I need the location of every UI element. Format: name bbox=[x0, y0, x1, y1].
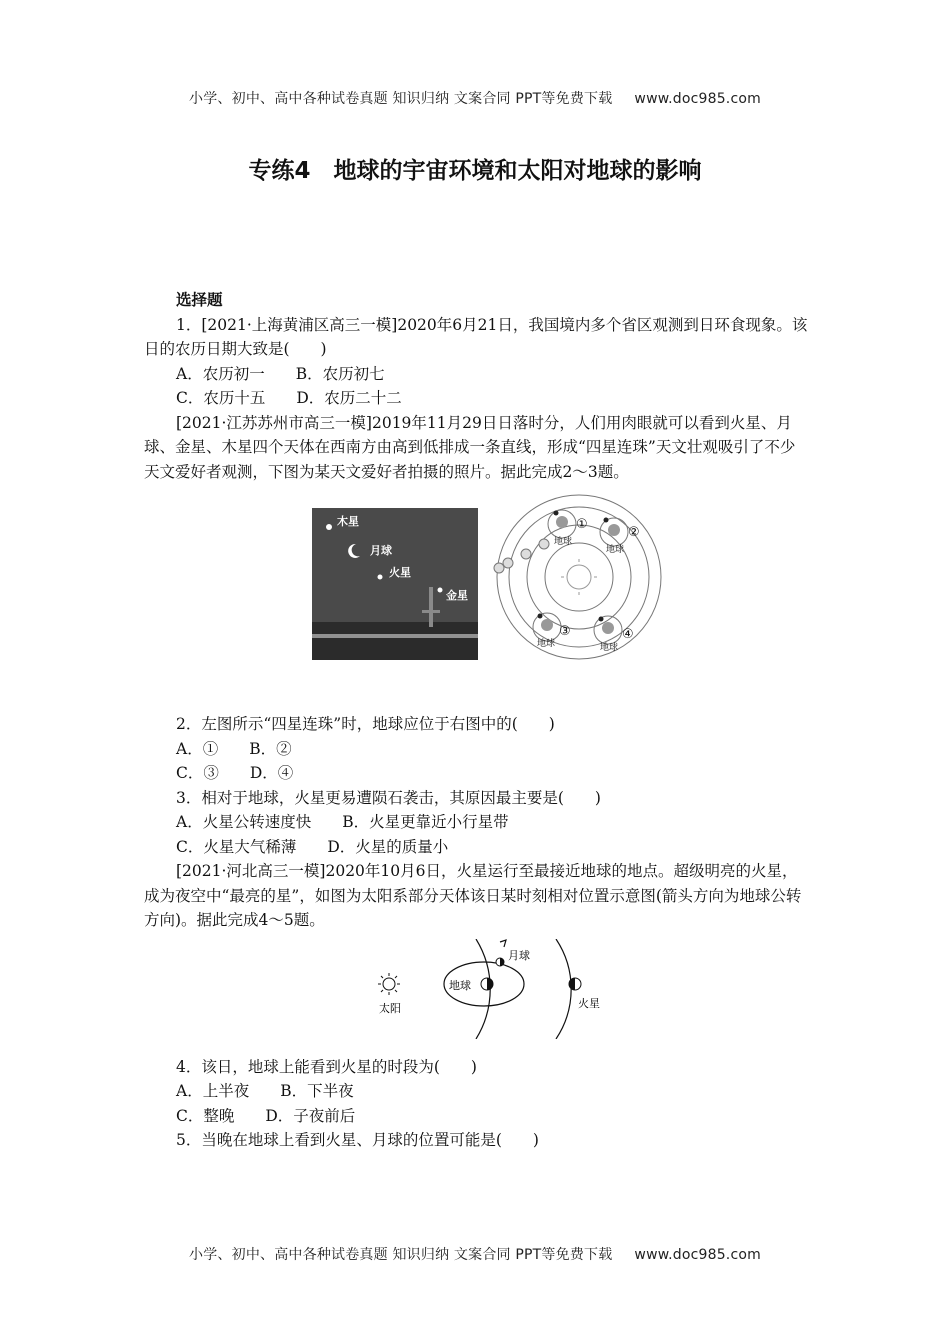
figure-2 bbox=[144, 939, 808, 1039]
passage-2-3: [2021·江苏苏州市高三一模]2019年11月29日日落时分，人们用肉眼就可以看到火星、月球、金星、木星四个天体在西南方由高到低排成一条直线，形成“四星连珠”天文壮观吸引了不少天文爱好者观测，下图为某天文爱好者拍摄的照片。据此完成2～3题。 bbox=[144, 413, 796, 481]
question-4-stem: 4．该日，地球上能看到火星的时段为( ) bbox=[176, 1057, 477, 1076]
question-4-options-ab: A．上半夜 B．下半夜 bbox=[176, 1082, 354, 1100]
sun-icon bbox=[567, 565, 591, 589]
label-jupiter: 木星 bbox=[337, 515, 359, 528]
label-venus: 金星 bbox=[446, 589, 468, 602]
question-2-options-cd: C．③ D．④ bbox=[176, 764, 294, 782]
question-3-options-cd: C．火星大气稀薄 D．火星的质量小 bbox=[176, 837, 449, 856]
header-banner bbox=[0, 88, 950, 108]
position-marker-4: ④ bbox=[622, 627, 634, 642]
figure-1 bbox=[144, 492, 808, 692]
label-moon: 月球 bbox=[370, 544, 392, 557]
question-2-stem: 2．左图所示“四星连珠”时，地球应位于右图中的( ) bbox=[176, 715, 555, 733]
figure-1-svg bbox=[144, 492, 808, 692]
question-4-options-cd: C．整晚 D．子夜前后 bbox=[176, 1106, 356, 1125]
question-1-options-cd: C．农历十五 D．农历二十二 bbox=[176, 389, 402, 407]
question-1-options-ab: A．农历初一 B．农历初七 bbox=[176, 364, 385, 383]
orbit-earth-label-4: 地球 bbox=[600, 643, 619, 653]
exam-content bbox=[144, 288, 808, 1153]
position-marker-2: ② bbox=[628, 525, 640, 540]
question-3-options-ab: A．火星公转速度快 B．火星更靠近小行星带 bbox=[176, 813, 509, 831]
question-3-stem: 3．相对于地球，火星更易遭陨石袭击，其原因最主要是( ) bbox=[176, 788, 601, 807]
question-1-stem: 1．[2021·上海黄浦区高三一模]2020年6月21日，我国境内多个省区观测到日环食现象。该日的农历日期大致是( ) bbox=[144, 315, 808, 358]
jupiter-dot bbox=[326, 524, 332, 530]
orbit-earth-label-2: 地球 bbox=[606, 545, 625, 555]
header-site-link[interactable]: www.doc985.com bbox=[634, 91, 761, 107]
orbit-earth-label-3: 地球 bbox=[537, 639, 556, 649]
footer-site-link[interactable]: www.doc985.com bbox=[634, 1247, 761, 1263]
question-5-stem: 5．当晚在地球上看到火星、月球的位置可能是( ) bbox=[176, 1131, 539, 1149]
passage-4-5: [2021·河北高三一模]2020年10月6日，火星运行至最接近地球的地点。超级明亮的火星，成为夜空中“最亮的星”，如图为太阳系部分天体该日某时刻相对位置示意图(箭头方向为地球公转方向)。据此完成4～5题。 bbox=[144, 862, 802, 929]
footer-banner-text: 小学、初中、高中各种试卷真题 知识归纳 文案合同 PPT等免费下载 bbox=[189, 1247, 613, 1263]
fig2-label-earth: 地球 bbox=[449, 978, 471, 992]
sun-icon bbox=[378, 973, 400, 995]
figure-2-svg bbox=[144, 939, 808, 1039]
night-sky-photo bbox=[312, 508, 478, 660]
question-2-options-ab: A．① B．② bbox=[176, 739, 292, 758]
position-marker-1: ① bbox=[576, 517, 588, 532]
mars-dot bbox=[378, 575, 383, 580]
label-mars: 火星 bbox=[389, 566, 411, 579]
venus-dot bbox=[438, 588, 443, 593]
position-marker-3: ③ bbox=[559, 624, 571, 639]
fig2-label-sun: 太阳 bbox=[379, 1001, 401, 1015]
fig2-label-mars: 火星 bbox=[578, 996, 600, 1010]
page-title: 专练4 地球的宇宙环境和太阳对地球的影响 bbox=[248, 158, 702, 184]
footer-banner bbox=[0, 1244, 950, 1264]
fig2-label-moon: 月球 bbox=[508, 948, 530, 962]
header-banner-text: 小学、初中、高中各种试卷真题 知识归纳 文案合同 PPT等免费下载 bbox=[189, 91, 613, 107]
section-heading: 选择题 bbox=[176, 291, 223, 309]
orbit-earth-label-1: 地球 bbox=[554, 537, 573, 547]
